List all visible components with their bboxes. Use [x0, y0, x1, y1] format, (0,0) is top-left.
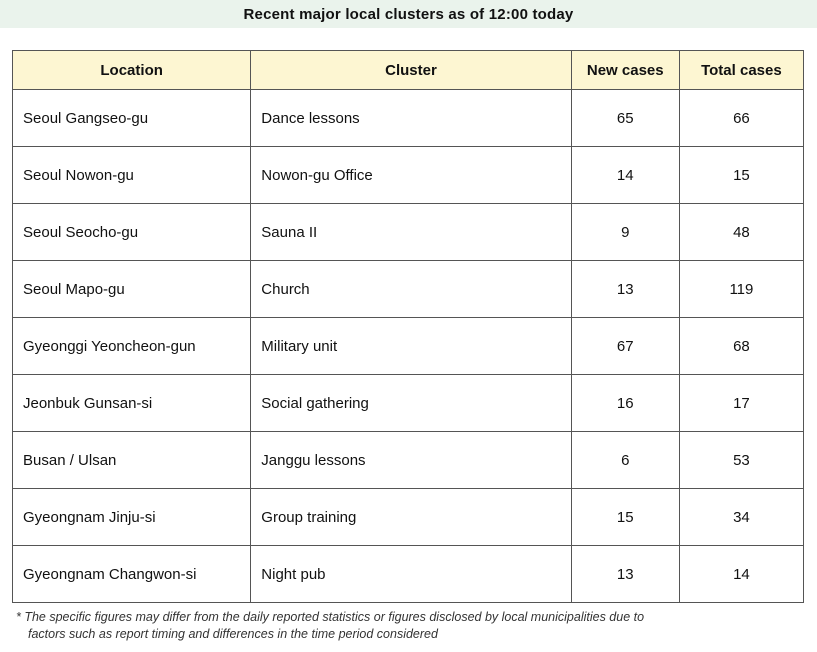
cell-location: Busan / Ulsan	[13, 432, 251, 489]
cell-cluster: Church	[251, 261, 571, 318]
cell-location: Gyeongnam Changwon-si	[13, 546, 251, 603]
cell-total-cases: 53	[679, 432, 803, 489]
cell-location: Seoul Gangseo-gu	[13, 90, 251, 147]
footnote	[16, 609, 796, 643]
cell-total-cases: 14	[679, 546, 803, 603]
table-row	[13, 147, 804, 204]
cell-new-cases: 14	[571, 147, 679, 204]
table-header-row	[13, 51, 804, 90]
cell-total-cases: 66	[679, 90, 803, 147]
cell-new-cases: 67	[571, 318, 679, 375]
table-row	[13, 375, 804, 432]
header-new-cases: New cases	[571, 51, 679, 90]
clusters-table	[12, 50, 804, 603]
footnote-line-2: factors such as report timing and differences in the time period considered	[28, 627, 438, 641]
cell-new-cases: 16	[571, 375, 679, 432]
cell-cluster: Group training	[251, 489, 571, 546]
cell-location: Jeonbuk Gunsan-si	[13, 375, 251, 432]
cell-total-cases: 48	[679, 204, 803, 261]
cell-location: Gyeonggi Yeoncheon-gun	[13, 318, 251, 375]
header-total-cases: Total cases	[679, 51, 803, 90]
page-title: Recent major local clusters as of 12:00 today	[243, 5, 574, 23]
table-row	[13, 204, 804, 261]
cell-new-cases: 13	[571, 546, 679, 603]
cell-cluster: Military unit	[251, 318, 571, 375]
cell-location: Seoul Seocho-gu	[13, 204, 251, 261]
cell-total-cases: 119	[679, 261, 803, 318]
cell-cluster: Janggu lessons	[251, 432, 571, 489]
table-row	[13, 432, 804, 489]
header-cluster: Cluster	[251, 51, 571, 90]
table-row	[13, 546, 804, 603]
cell-cluster: Night pub	[251, 546, 571, 603]
cell-location: Seoul Mapo-gu	[13, 261, 251, 318]
cell-total-cases: 68	[679, 318, 803, 375]
cell-location: Seoul Nowon-gu	[13, 147, 251, 204]
table-row	[13, 90, 804, 147]
cell-cluster: Social gathering	[251, 375, 571, 432]
cell-total-cases: 15	[679, 147, 803, 204]
cell-total-cases: 17	[679, 375, 803, 432]
table-row	[13, 261, 804, 318]
header-location: Location	[13, 51, 251, 90]
table-row	[13, 318, 804, 375]
cell-location: Gyeongnam Jinju-si	[13, 489, 251, 546]
table-row	[13, 489, 804, 546]
cell-total-cases: 34	[679, 489, 803, 546]
cell-new-cases: 6	[571, 432, 679, 489]
cell-cluster: Sauna II	[251, 204, 571, 261]
footnote-line-1: * The specific figures may differ from the daily reported statistics or figures disclosed by local municipalities due to	[16, 610, 645, 624]
cell-new-cases: 9	[571, 204, 679, 261]
cell-new-cases: 15	[571, 489, 679, 546]
cell-cluster: Dance lessons	[251, 90, 571, 147]
cell-cluster: Nowon-gu Office	[251, 147, 571, 204]
cell-new-cases: 13	[571, 261, 679, 318]
title-bar	[0, 0, 817, 28]
cell-new-cases: 65	[571, 90, 679, 147]
